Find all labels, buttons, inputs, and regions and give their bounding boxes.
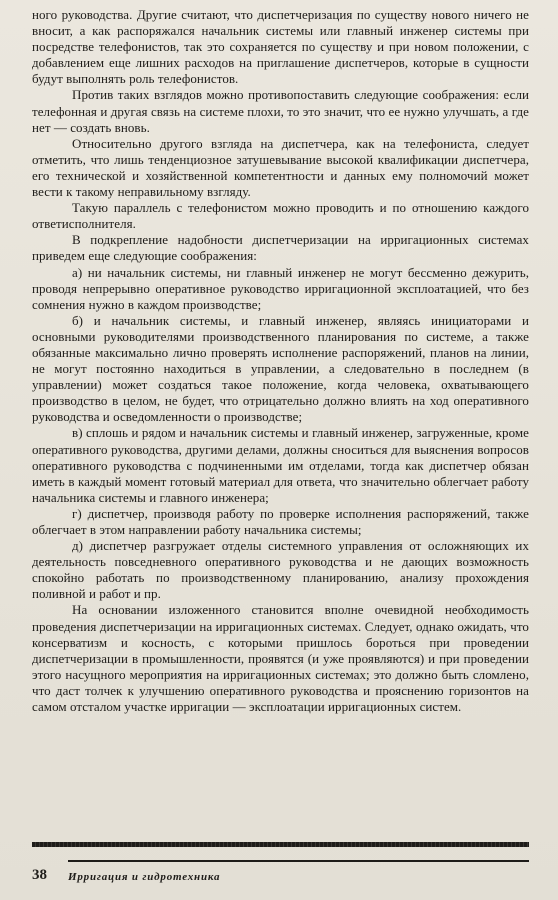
footer-rule-thick (32, 842, 529, 847)
paragraph: Против таких взглядов можно противопоставить следующие соображения: если телефонная и другая связь на системе плохи, то это значит, что ее нужно улучшать, а где нет — создать вновь. (32, 87, 529, 135)
journal-title: Ирригация и гидротехника (68, 871, 221, 883)
footer-rule-thin (68, 860, 529, 862)
list-item: в) сплошь и рядом и начальник системы и главный инженер, загруженные, кроме оперативного руководства, другими делами, должны сноситься для выяснения вопросов оперативного руководства с подчиненными им отделами, тогда как диспетчер обязан иметь в каждый момент готовый материал для ответа, что значительно облегчает работу начальника системы и главного инженера; (32, 425, 529, 505)
paragraph: Такую параллель с телефонистом можно проводить и по отношению каждого ответисполнителя. (32, 200, 529, 232)
list-item: д) диспетчер разгружает отделы системного управления от осложняющих их деятельность повседневного оперативного руководства и не дающих возможность спокойно работать по производственному планированию, анализу прохождения поливной и работ и пр. (32, 538, 529, 602)
article-body (32, 7, 529, 715)
list-item: а) ни начальник системы, ни главный инженер не могут бессменно дежурить, проводя непрерывно оперативное руководство ирригационной эксплоатацией, что без сомнения нужно в каждом производстве; (32, 264, 529, 312)
paragraph: Относительно другого взгляда на диспетчера, как на телефониста, следует отметить, что лишь тенденциозное затушевывание высокой квалификации диспетчера, его технической и хозяйственной компетентности и данных ему полномочий может вести к такому неправильному взгляду. (32, 135, 529, 200)
paragraph: ного руководства. Другие считают, что диспетчеризация по существу нового ничего не вносит, а как распоряжался начальник системы или главный инженер системы при посредстве телефонистов, так это сохраняется по существу и при новом положении, с добавлением еще лишних расходов на приглашение диспетчеров, которые в сущности будут выполнять роль телефонистов. (32, 7, 529, 87)
list-item: б) и начальник системы, и главный инженер, являясь инициаторами и основными руководителями производственного планирования по системе, а также обязанные максимально лично проверять исполнение распоряжений, планов на линии, не могут постоянно находиться в управлении, а следовательно в последнем (в управлении) может создаться такое положение, когда человека, охватывающего производство в целом, не будет, что отрицательно должно влиять на ход оперативного руководства и осведомленности о производстве; (32, 312, 529, 425)
paragraph: В подкрепление надобности диспетчеризации на ирригационных системах приведем еще следующие соображения: (32, 232, 529, 264)
page-footer (32, 842, 529, 892)
page-number: 38 (32, 867, 47, 883)
list-item: г) диспетчер, производя работу по проверке исполнения распоряжений, также облегчает в этом направлении работу начальника системы; (32, 505, 529, 537)
paragraph: На основании изложенного становится вполне очевидной необходимость проведения диспетчеризации на ирригационных системах. Следует, однако ожидать, что консерватизм и косность, с которыми пришлось бороться при проведении диспетчеризации в промышленности, проявятся (и уже проявляются) и при проведении этого насущного мероприятия на ирригационных системах; это должно быть сломлено, что даст толчек к улучшению оперативного руководства и прояснению горизонтов на самом отсталом участке ирригации — эксплоатации ирригационных систем. (32, 602, 529, 715)
